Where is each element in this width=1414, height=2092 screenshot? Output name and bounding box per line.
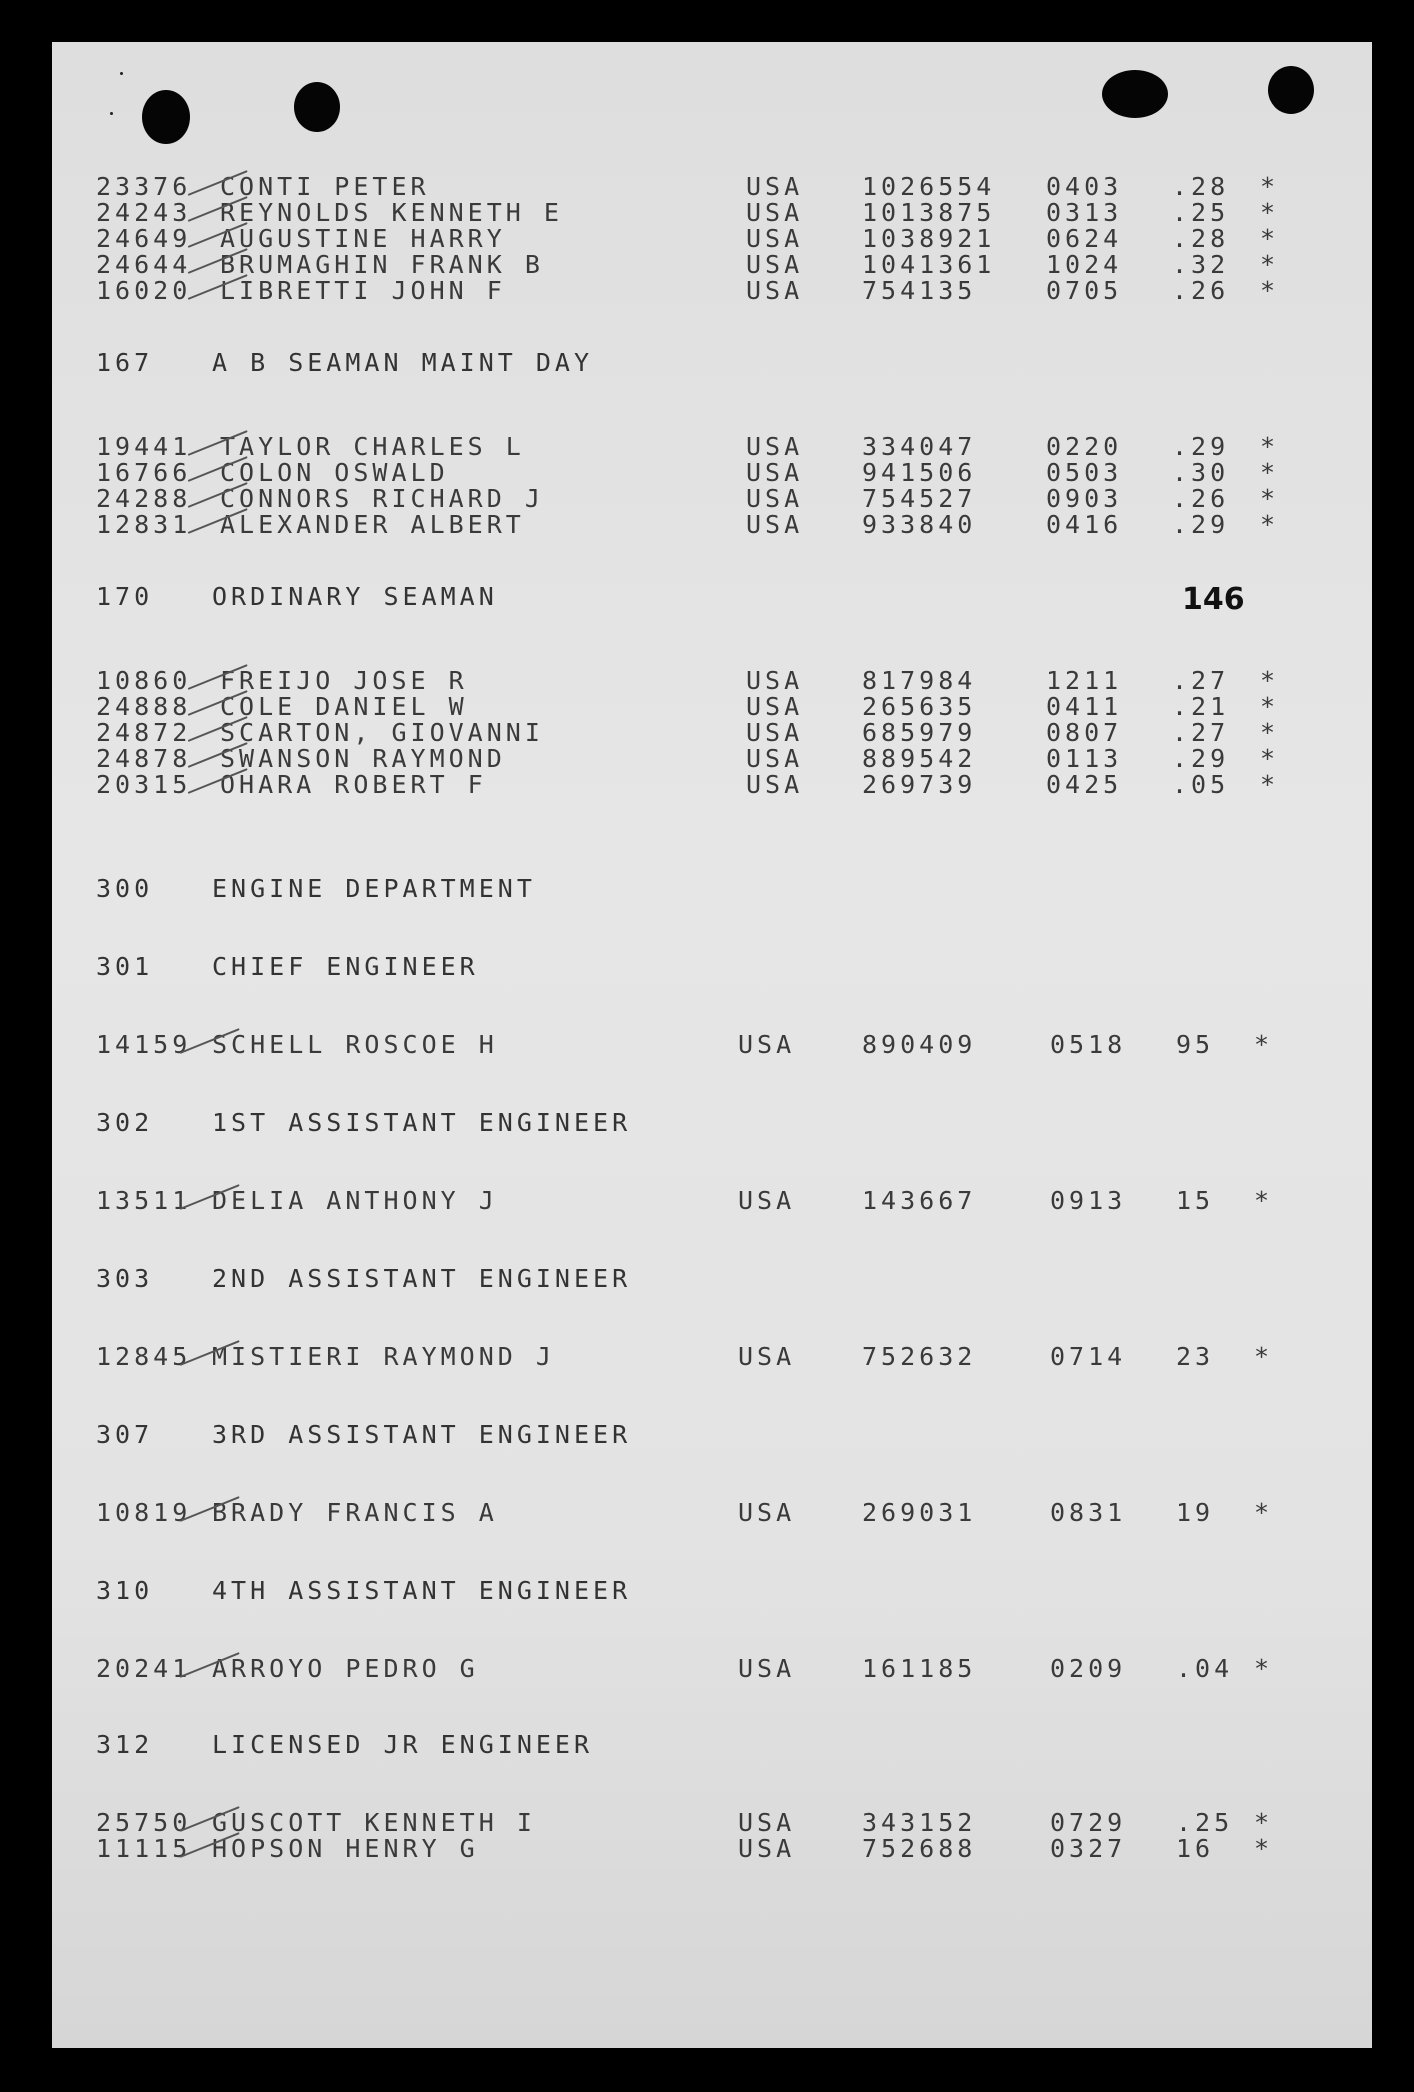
crew-name: SCARTON, GIOVANNI bbox=[220, 718, 544, 747]
crew-id: 20315 bbox=[96, 770, 192, 799]
crew-id: 12831 bbox=[96, 510, 192, 539]
section-title: LICENSED JR ENGINEER bbox=[212, 1730, 594, 1759]
crew-mark: * bbox=[1260, 458, 1280, 487]
crew-cit: USA bbox=[738, 1186, 796, 1215]
crew-num: 334047 bbox=[862, 432, 977, 461]
crew-rate: .05 bbox=[1172, 770, 1230, 799]
crew-cit: USA bbox=[746, 224, 804, 253]
crew-name: OHARA ROBERT F bbox=[220, 770, 487, 799]
crew-cit: USA bbox=[746, 770, 804, 799]
crew-name: ARROYO PEDRO G bbox=[212, 1654, 479, 1683]
crew-mark: * bbox=[1260, 770, 1280, 799]
crew-rate: 19 bbox=[1176, 1498, 1215, 1527]
crew-num: 754527 bbox=[862, 484, 977, 513]
crew-id: 24888 bbox=[96, 692, 192, 721]
crew-cit: USA bbox=[746, 458, 804, 487]
crew-id: 24243 bbox=[96, 198, 192, 227]
crew-cit: USA bbox=[746, 432, 804, 461]
section-code: 312 bbox=[96, 1730, 154, 1759]
crew-rate: .25 bbox=[1172, 198, 1230, 227]
crew-name: SWANSON RAYMOND bbox=[220, 744, 506, 773]
crew-id: 13511 bbox=[96, 1186, 192, 1215]
crew-date: 0913 bbox=[1050, 1186, 1127, 1215]
crew-name: SCHELL ROSCOE H bbox=[212, 1030, 498, 1059]
crew-cit: USA bbox=[738, 1342, 796, 1371]
crew-name: MISTIERI RAYMOND J bbox=[212, 1342, 555, 1371]
crew-name: COLON OSWALD bbox=[220, 458, 449, 487]
crew-num: 265635 bbox=[862, 692, 977, 721]
crew-num: 343152 bbox=[862, 1808, 977, 1837]
crew-cit: USA bbox=[738, 1498, 796, 1527]
crew-date: 0714 bbox=[1050, 1342, 1127, 1371]
crew-name: AUGUSTINE HARRY bbox=[220, 224, 506, 253]
punch-hole-4 bbox=[1268, 66, 1314, 114]
punch-hole-3 bbox=[1102, 70, 1168, 118]
crew-date: 0209 bbox=[1050, 1654, 1127, 1683]
crew-cit: USA bbox=[738, 1808, 796, 1837]
crew-date: 0624 bbox=[1046, 224, 1123, 253]
crew-mark: * bbox=[1254, 1186, 1274, 1215]
crew-cit: USA bbox=[746, 744, 804, 773]
crew-rate: .21 bbox=[1172, 692, 1230, 721]
crew-rate: .28 bbox=[1172, 172, 1230, 201]
crew-date: 0518 bbox=[1050, 1030, 1127, 1059]
crew-rate: .27 bbox=[1172, 666, 1230, 695]
crew-date: 0831 bbox=[1050, 1498, 1127, 1527]
crew-id: 16766 bbox=[96, 458, 192, 487]
section-code: 170 bbox=[96, 582, 154, 611]
section-code: 302 bbox=[96, 1108, 154, 1137]
section-title: ORDINARY SEAMAN bbox=[212, 582, 498, 611]
crew-mark: * bbox=[1260, 484, 1280, 513]
crew-mark: * bbox=[1254, 1834, 1274, 1863]
section-code: 301 bbox=[96, 952, 154, 981]
punch-hole-1 bbox=[142, 90, 190, 144]
crew-id: 23376 bbox=[96, 172, 192, 201]
crew-rate: .29 bbox=[1172, 432, 1230, 461]
crew-mark: * bbox=[1260, 250, 1280, 279]
crew-id: 16020 bbox=[96, 276, 192, 305]
crew-num: 889542 bbox=[862, 744, 977, 773]
crew-cit: USA bbox=[738, 1834, 796, 1863]
crew-name: GUSCOTT KENNETH I bbox=[212, 1808, 536, 1837]
crew-mark: * bbox=[1260, 432, 1280, 461]
crew-name: CONNORS RICHARD J bbox=[220, 484, 544, 513]
crew-date: 1024 bbox=[1046, 250, 1123, 279]
crew-id: 10819 bbox=[96, 1498, 192, 1527]
crew-cit: USA bbox=[746, 510, 804, 539]
crew-id: 10860 bbox=[96, 666, 192, 695]
crew-rate: .25 bbox=[1176, 1808, 1234, 1837]
crew-num: 161185 bbox=[862, 1654, 977, 1683]
crew-cit: USA bbox=[746, 198, 804, 227]
crew-date: 0416 bbox=[1046, 510, 1123, 539]
crew-id: 25750 bbox=[96, 1808, 192, 1837]
crew-name: TAYLOR CHARLES L bbox=[220, 432, 525, 461]
crew-mark: * bbox=[1260, 718, 1280, 747]
crew-date: 1211 bbox=[1046, 666, 1123, 695]
crew-rate: 95 bbox=[1176, 1030, 1215, 1059]
crew-num: 143667 bbox=[862, 1186, 977, 1215]
crew-name: COLE DANIEL W bbox=[220, 692, 468, 721]
crew-mark: * bbox=[1260, 224, 1280, 253]
crew-id: 19441 bbox=[96, 432, 192, 461]
crew-id: 11115 bbox=[96, 1834, 192, 1863]
crew-name: FREIJO JOSE R bbox=[220, 666, 468, 695]
crew-date: 0113 bbox=[1046, 744, 1123, 773]
crew-rate: .29 bbox=[1172, 744, 1230, 773]
section-title: 2ND ASSISTANT ENGINEER bbox=[212, 1264, 632, 1293]
crew-id: 24872 bbox=[96, 718, 192, 747]
crew-date: 0313 bbox=[1046, 198, 1123, 227]
crew-mark: * bbox=[1254, 1030, 1274, 1059]
crew-rate: 15 bbox=[1176, 1186, 1215, 1215]
crew-num: 817984 bbox=[862, 666, 977, 695]
crew-id: 20241 bbox=[96, 1654, 192, 1683]
crew-num: 754135 bbox=[862, 276, 977, 305]
crew-rate: .28 bbox=[1172, 224, 1230, 253]
crew-id: 12845 bbox=[96, 1342, 192, 1371]
crew-date: 0403 bbox=[1046, 172, 1123, 201]
section-code: 167 bbox=[96, 348, 154, 377]
crew-mark: * bbox=[1260, 276, 1280, 305]
crew-cit: USA bbox=[738, 1030, 796, 1059]
section-title: 3RD ASSISTANT ENGINEER bbox=[212, 1420, 632, 1449]
section-code: 310 bbox=[96, 1576, 154, 1605]
crew-cit: USA bbox=[746, 250, 804, 279]
crew-name: HOPSON HENRY G bbox=[212, 1834, 479, 1863]
crew-rate: .26 bbox=[1172, 276, 1230, 305]
crew-num: 269031 bbox=[862, 1498, 977, 1527]
crew-name: BRADY FRANCIS A bbox=[212, 1498, 498, 1527]
crew-cit: USA bbox=[746, 666, 804, 695]
speck bbox=[110, 112, 113, 115]
crew-num: 933840 bbox=[862, 510, 977, 539]
crew-num: 890409 bbox=[862, 1030, 977, 1059]
crew-date: 0807 bbox=[1046, 718, 1123, 747]
crew-id: 24644 bbox=[96, 250, 192, 279]
crew-name: DELIA ANTHONY J bbox=[212, 1186, 498, 1215]
crew-cit: USA bbox=[746, 692, 804, 721]
crew-id: 24878 bbox=[96, 744, 192, 773]
crew-mark: * bbox=[1260, 510, 1280, 539]
crew-date: 0425 bbox=[1046, 770, 1123, 799]
crew-name: BRUMAGHIN FRANK B bbox=[220, 250, 544, 279]
crew-cit: USA bbox=[746, 172, 804, 201]
section-code: 307 bbox=[96, 1420, 154, 1449]
crew-date: 0220 bbox=[1046, 432, 1123, 461]
crew-name: CONTI PETER bbox=[220, 172, 430, 201]
section-title: 1ST ASSISTANT ENGINEER bbox=[212, 1108, 632, 1137]
crew-date: 0729 bbox=[1050, 1808, 1127, 1837]
crew-rate: .04 bbox=[1176, 1654, 1234, 1683]
crew-date: 0327 bbox=[1050, 1834, 1127, 1863]
crew-mark: * bbox=[1254, 1498, 1274, 1527]
crew-num: 269739 bbox=[862, 770, 977, 799]
crew-rate: 16 bbox=[1176, 1834, 1215, 1863]
section-title: ENGINE DEPARTMENT bbox=[212, 874, 536, 903]
document-page bbox=[52, 42, 1372, 2048]
crew-rate: .32 bbox=[1172, 250, 1230, 279]
crew-num: 1038921 bbox=[862, 224, 996, 253]
crew-mark: * bbox=[1260, 198, 1280, 227]
crew-name: LIBRETTI JOHN F bbox=[220, 276, 506, 305]
crew-mark: * bbox=[1260, 744, 1280, 773]
speck bbox=[120, 72, 123, 75]
crew-date: 0705 bbox=[1046, 276, 1123, 305]
crew-mark: * bbox=[1254, 1654, 1274, 1683]
crew-rate: .26 bbox=[1172, 484, 1230, 513]
crew-rate: 23 bbox=[1176, 1342, 1215, 1371]
crew-mark: * bbox=[1260, 692, 1280, 721]
section-title: A B SEAMAN MAINT DAY bbox=[212, 348, 594, 377]
crew-cit: USA bbox=[746, 276, 804, 305]
page-number: 146 bbox=[1182, 582, 1245, 617]
section-code: 303 bbox=[96, 1264, 154, 1293]
crew-rate: .29 bbox=[1172, 510, 1230, 539]
crew-num: 685979 bbox=[862, 718, 977, 747]
crew-cit: USA bbox=[746, 484, 804, 513]
crew-id: 24649 bbox=[96, 224, 192, 253]
crew-mark: * bbox=[1254, 1808, 1274, 1837]
crew-num: 941506 bbox=[862, 458, 977, 487]
crew-date: 0903 bbox=[1046, 484, 1123, 513]
crew-cit: USA bbox=[746, 718, 804, 747]
crew-num: 752632 bbox=[862, 1342, 977, 1371]
crew-mark: * bbox=[1260, 172, 1280, 201]
crew-rate: .27 bbox=[1172, 718, 1230, 747]
crew-name: ALEXANDER ALBERT bbox=[220, 510, 525, 539]
section-title: 4TH ASSISTANT ENGINEER bbox=[212, 1576, 632, 1605]
crew-num: 1013875 bbox=[862, 198, 996, 227]
crew-date: 0503 bbox=[1046, 458, 1123, 487]
punch-hole-2 bbox=[294, 82, 340, 132]
crew-rate: .30 bbox=[1172, 458, 1230, 487]
crew-num: 752688 bbox=[862, 1834, 977, 1863]
crew-num: 1026554 bbox=[862, 172, 996, 201]
crew-cit: USA bbox=[738, 1654, 796, 1683]
section-title: CHIEF ENGINEER bbox=[212, 952, 479, 981]
crew-date: 0411 bbox=[1046, 692, 1123, 721]
crew-id: 24288 bbox=[96, 484, 192, 513]
crew-mark: * bbox=[1254, 1342, 1274, 1371]
crew-name: REYNOLDS KENNETH E bbox=[220, 198, 563, 227]
section-code: 300 bbox=[96, 874, 154, 903]
crew-mark: * bbox=[1260, 666, 1280, 695]
crew-num: 1041361 bbox=[862, 250, 996, 279]
crew-id: 14159 bbox=[96, 1030, 192, 1059]
